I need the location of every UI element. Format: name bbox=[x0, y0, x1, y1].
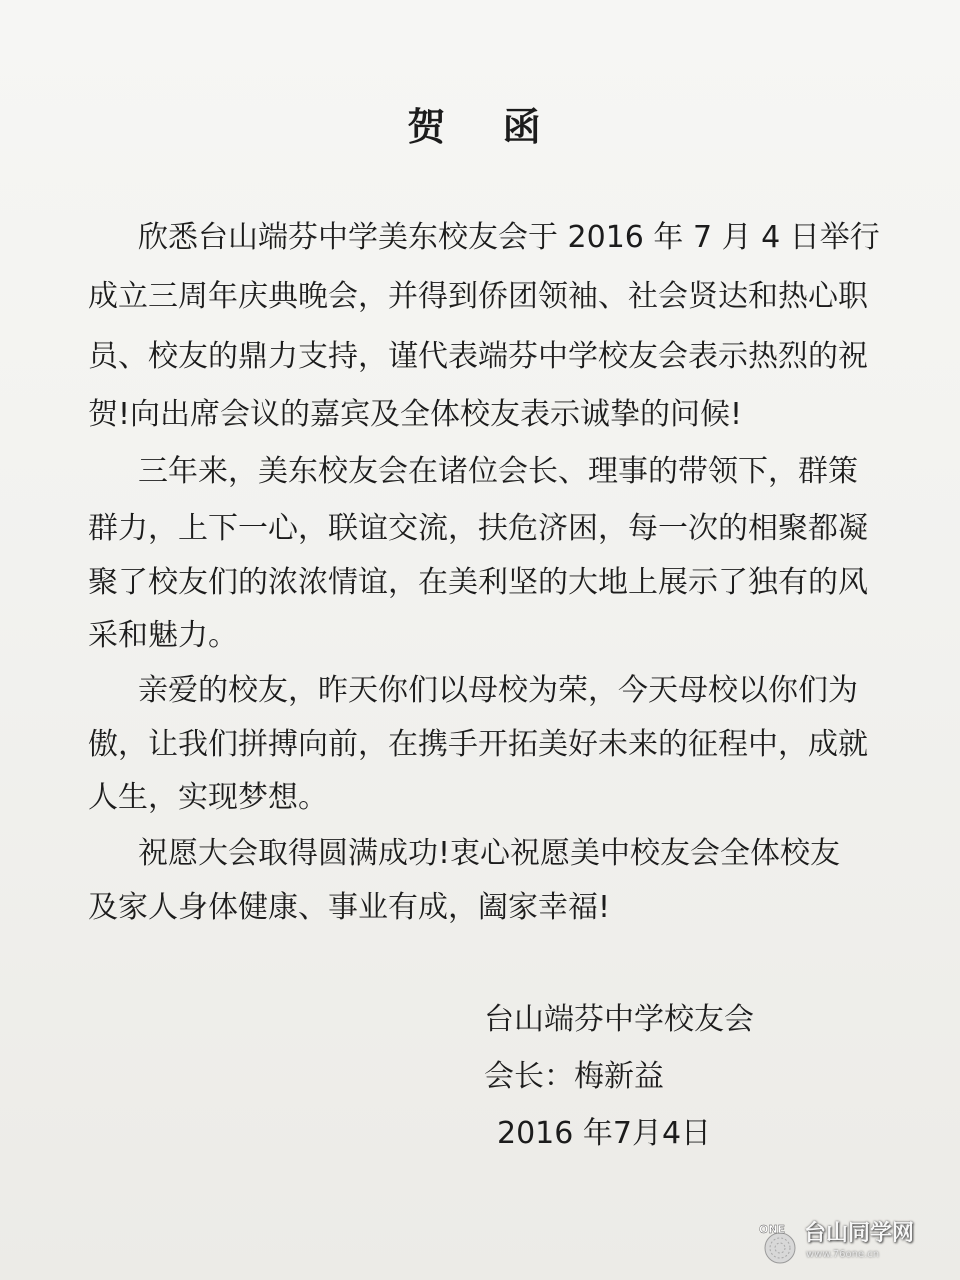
paragraph-line: 采和魅力。 bbox=[88, 618, 238, 653]
paragraph-line: 亲爱的校友，昨天你们以母校为荣，今天母校以你们为 bbox=[138, 673, 858, 708]
signature-date: 2016 年7月4日 bbox=[497, 1116, 712, 1151]
paragraph-line: 欣悉台山端芬中学美东校友会于 2016 年 7 月 4 日举行 bbox=[138, 220, 880, 255]
paragraph-line: 员、校友的鼎力支持，谨代表端芬中学校友会表示热烈的祝 bbox=[88, 339, 868, 374]
site-watermark bbox=[756, 1220, 946, 1266]
signature-organization: 台山端芬中学校友会 bbox=[484, 1002, 754, 1037]
paragraph-line: 三年来，美东校友会在诸位会长、理事的带领下，群策 bbox=[138, 454, 858, 489]
signature-president: 会长：梅新益 bbox=[484, 1059, 664, 1094]
paragraph-line: 人生，实现梦想。 bbox=[88, 780, 328, 815]
site-name: 台山同学网 bbox=[804, 1221, 915, 1246]
letter-title: 贺 函 bbox=[407, 104, 563, 149]
paragraph-line: 成立三周年庆典晚会，并得到侨团领袖、社会贤达和热心职 bbox=[88, 279, 868, 314]
paragraph-line: 及家人身体健康、事业有成，阖家幸福! bbox=[88, 890, 611, 925]
paragraph-line: 群力，上下一心，联谊交流，扶危济困，每一次的相聚都凝 bbox=[88, 511, 868, 546]
site-url: www.76one.cn bbox=[806, 1249, 880, 1260]
paragraph-line: 祝愿大会取得圆满成功!衷心祝愿美中校友会全体校友 bbox=[138, 836, 841, 871]
paragraph-line: 聚了校友们的浓浓情谊，在美利坚的大地上展示了独有的风 bbox=[88, 565, 868, 600]
site-logo-icon bbox=[756, 1220, 802, 1266]
paragraph-line: 傲，让我们拼搏向前，在携手开拓美好未来的征程中，成就 bbox=[88, 727, 868, 762]
paragraph-line: 贺!向出席会议的嘉宾及全体校友表示诚挚的问候! bbox=[88, 397, 743, 432]
site-logo-text: ONE bbox=[759, 1223, 786, 1236]
